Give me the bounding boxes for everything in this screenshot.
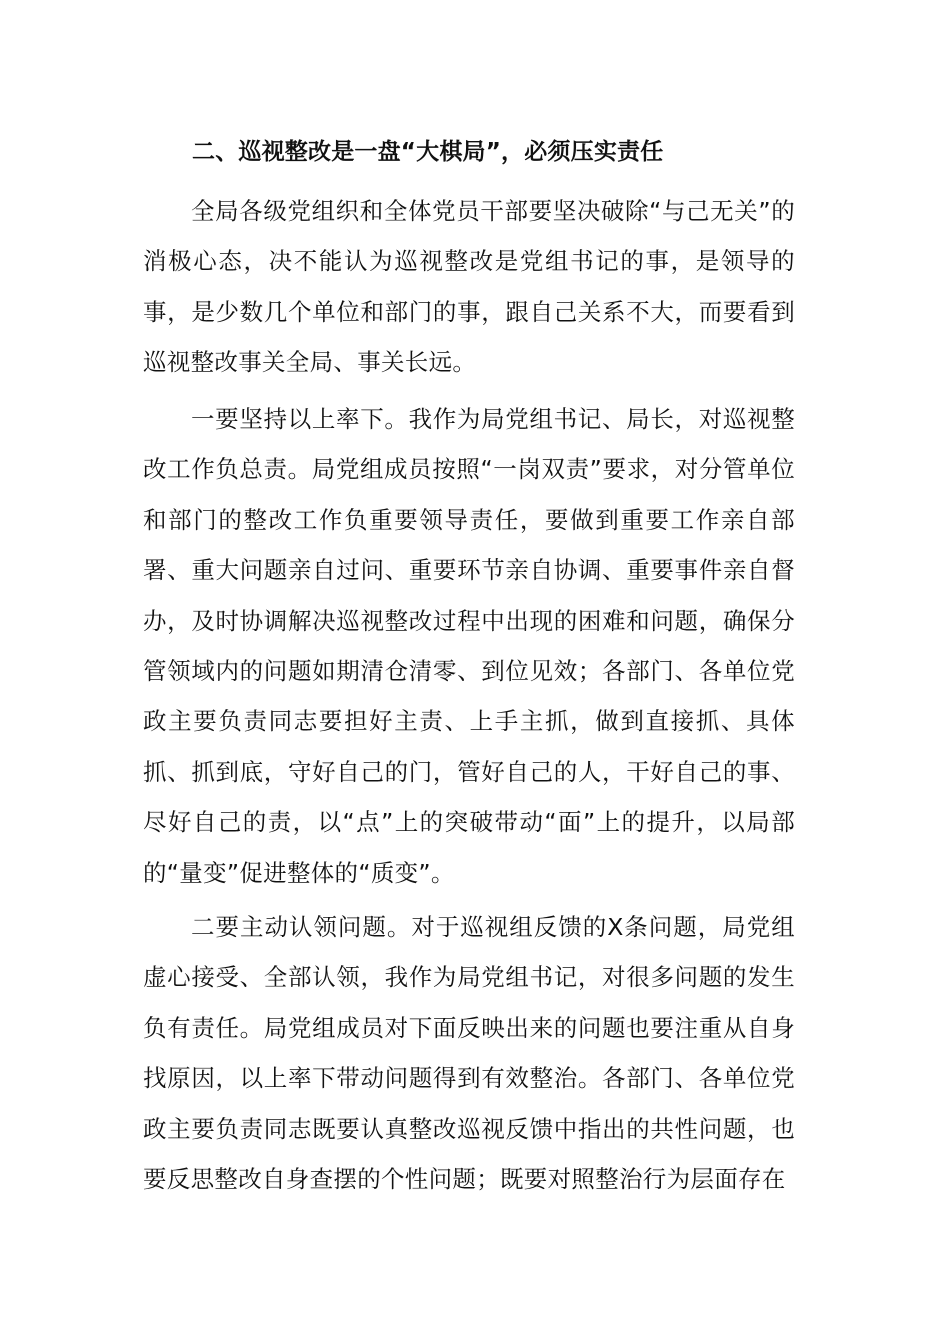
paragraph-responsibility-mindset: 全局各级党组织和全体党员干部要坚决破除“与己无关”的消极心态，决不能认为巡视整改是党组书记的事，是领导的事，是少数几个单位和部门的事，跟自己关系不大，而要看到巡视整改事关全局、事关长远。 — [143, 197, 795, 377]
paragraph-claim-problems: 二要主动认领问题。对于巡视组反馈的X条问题，局党组虚心接受、全部认领，我作为局党组书记，对很多问题的发生负有责任。局党组成员对下面反映出来的问题也要注重从自身找原因，以上率下带动问题得到有效整治。各部门、各单位党政主要负责同志既要认真整改巡视反馈中指出的共性问题，也要反思整改自身查摆的个性问题；既要对照整治行为层面存在 — [143, 913, 795, 1194]
paragraph-lead-by-example: 一要坚持以上率下。我作为局党组书记、局长，对巡视整改工作负总责。局党组成员按照“一岗双责”要求，对分管单位和部门的整改工作负重要领导责任，要做到重要工作亲自部署、重大问题亲自过问、重要环节亲自协调、重要事件亲自督办，及时协调解决巡视整改过程中出现的困难和问题，确保分管领域内的问题如期清仓清零、到位见效；各部门、各单位党政主要负责同志要担好主责、上手主抓，做到直接抓、具体抓、抓到底，守好自己的门，管好自己的人，干好自己的事、尽好自己的责，以“点”上的突破带动“面”上的提升，以局部的“量变”促进整体的“质变”。 — [143, 405, 795, 887]
section-heading: 二、巡视整改是一盘“大棋局”，必须压实责任 — [192, 139, 664, 165]
